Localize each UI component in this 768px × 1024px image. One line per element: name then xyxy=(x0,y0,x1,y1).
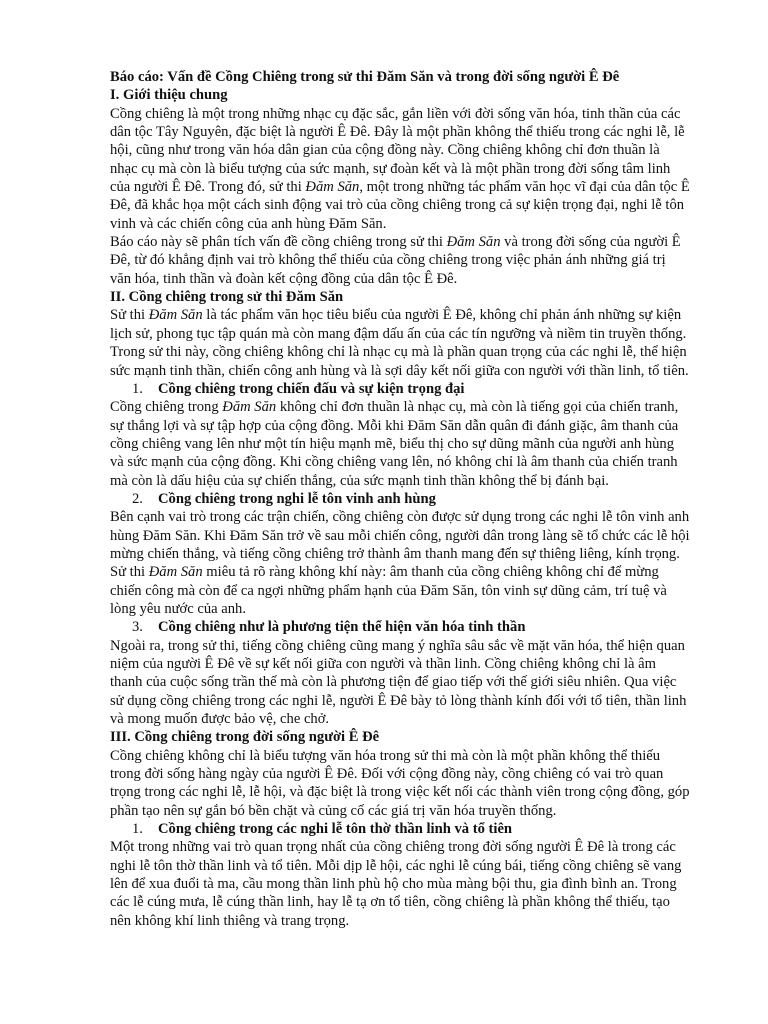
section2-paragraph-1 xyxy=(110,306,690,379)
section2-sub3-paragraph: Ngoài ra, trong sử thi, tiếng cồng chiêng cũng mang ý nghĩa sâu sắc về mặt văn hóa, thể hiện quan niệm của người Ê Đê về sự kết nối giữa con người và thần linh. Cồng chiêng không chỉ là âm thanh của cuộc sống trần thế mà còn là phương tiện để giao tiếp với thế giới siêu nhiên. Qua việc sử dụng cồng chiêng trong các nghi lễ, người Ê Đê bày tỏ lòng thành kính đối với tổ tiên, thần linh và mong muốn được bảo vệ, che chở. xyxy=(110,637,687,728)
italic-title: Đăm Săn xyxy=(305,179,360,196)
subheading-text: Cồng chiêng trong các nghi lễ tôn thờ thần linh và tổ tiên xyxy=(158,821,513,838)
italic-title: Đăm Săn xyxy=(148,307,203,324)
text-run: Cồng chiêng trong xyxy=(110,399,223,416)
italic-title: Đăm Săn xyxy=(222,399,277,416)
list-number: 2. xyxy=(132,490,143,507)
text-run: Báo cáo này sẽ phân tích vấn đề cồng chiêng trong sử thi xyxy=(110,234,447,251)
section2-sub1-paragraph xyxy=(110,398,690,490)
text-run: miêu tả rõ ràng không khí này: âm thanh của cồng chiêng không chỉ để mừng chiến công mà còn để ca ngợi những phẩm hạnh của Đăm Săn, tôn vinh sự dũng cảm, trí tuệ và lòng yêu nước của anh. xyxy=(110,564,667,617)
subheading-3-1 xyxy=(110,820,690,838)
section-heading-intro: I. Giới thiệu chung xyxy=(110,87,228,104)
text-run: Bên cạnh vai trò trong các trận chiến, cồng chiêng còn được sử dụng trong các nghi lễ tôn vinh anh hùng Đăm Săn. Khi Đăm Săn trở về sau mỗi chiến công, người dân trong làng sẽ tổ chức các lễ hội mừng chiến thắng, và tiếng cồng chiêng trở thành âm thanh mang đến sự thiêng liêng, kính trọng. Sử thi xyxy=(110,509,690,581)
text-run: không chỉ đơn thuần là nhạc cụ, mà còn là tiếng gọi của chiến tranh, sự thắng lợi và sự tập hợp của cộng đồng. Mỗi khi Đăm Săn dẫn quân đi đánh giặc, âm thanh của cồng chiêng vang lên như một tín hiệu mạnh mẽ, biểu thị cho sự dũng mãnh của người anh hùng và sức mạnh của cộng đồng. Khi cồng chiêng vang lên, nó không chỉ là âm thanh của chiến tranh mà còn là dấu hiệu của sự chiến thắng, của sức mạnh tinh thần không thể bị đánh bại. xyxy=(110,399,679,489)
text-run: và trong đời sống của người Ê Đê, từ đó khẳng định vai trò không thể thiếu của cồng chiêng trong việc phản ánh những giá trị văn hóa, tinh thần và đoàn kết cộng đồng của dân tộc Ê Đê. xyxy=(110,234,681,287)
italic-title: Đăm Săn xyxy=(148,564,203,581)
intro-paragraph-2 xyxy=(110,233,690,288)
section-heading-3: III. Cồng chiêng trong đời sống người Ê Đê xyxy=(110,729,380,746)
subheading-2-3 xyxy=(110,618,690,636)
text-run: , một trong những tác phẩm văn học vĩ đại của dân tộc Ê Đê, đã khắc họa một cách sinh động vai trò của cồng chiêng trong cả sự kiện trọng đại, nghi lễ tôn vinh và các chiến công của anh hùng Đăm Săn. xyxy=(110,179,690,232)
section3-sub1-paragraph: Một trong những vai trò quan trọng nhất của cồng chiêng trong đời sống người Ê Đê là trong các nghi lễ tôn thờ thần linh và tổ tiên. Mỗi dịp lễ hội, các nghi lễ cúng bái, tiếng cồng chiêng sẽ vang lên để xua đuổi tà ma, cầu mong thần linh phù hộ cho mùa màng bội thu, gia đình bình an. Trong các lễ cúng mưa, lễ cúng thần linh, hay lễ tạ ơn tổ tiên, cồng chiêng là phần không thể thiếu, tạo nên không khí linh thiêng và trang trọng. xyxy=(110,839,682,929)
subheading-text: Cồng chiêng trong chiến đấu và sự kiện trọng đại xyxy=(158,380,465,397)
section-heading-2: II. Cồng chiêng trong sử thi Đăm Săn xyxy=(110,289,344,306)
italic-title: Đăm Săn xyxy=(446,234,501,251)
text-run: là tác phẩm văn học tiêu biểu của người Ê Đê, không chỉ phản ánh những sự kiện lịch sử, phong tục tập quán mà còn mang đậm dấu ấn của các tín ngưỡng và niềm tin truyền thống. Trong sử thi này, cồng chiêng không chỉ là nhạc cụ mà là phần quan trọng của các nghi lễ, thể hiện sức mạnh tinh thần, chiến công anh hùng và là sợi dây kết nối giữa con người với thần linh, tổ tiên. xyxy=(110,307,689,379)
section3-paragraph-1: Cồng chiêng không chỉ là biểu tượng văn hóa trong sử thi mà còn là một phần không thể thiếu trong đời sống hàng ngày của người Ê Đê. Đối với cộng đồng này, cồng chiêng có vai trò quan trọng trong các nghi lễ, lễ hội, và đặc biệt là trong việc kết nối các thành viên trong cộng đồng, góp phần tạo nên sự gắn bó bền chặt và củng cố các giá trị văn hóa truyền thống. xyxy=(110,747,690,819)
list-number: 1. xyxy=(132,821,143,838)
subheading-text: Cồng chiêng như là phương tiện thể hiện văn hóa tinh thần xyxy=(158,619,526,636)
intro-paragraph-1 xyxy=(110,105,690,233)
text-run: Cồng chiêng là một trong những nhạc cụ đặc sắc, gắn liền với đời sống văn hóa, tinh thần của các dân tộc Tây Nguyên, đặc biệt là người Ê Đê. Đây là một phần không thể thiếu trong các nghi lễ, lễ hội, cũng như trong văn hóa dân gian của cộng đồng này. Cồng chiêng không chỉ đơn thuần là nhạc cụ mà còn là biểu tượng của sức mạnh, sự đoàn kết và là một phần trong đời sống tâm linh của người Ê Đê. Trong đó, sử thi xyxy=(110,105,685,196)
subheading-2-1 xyxy=(110,380,690,398)
text-run: Sử thi xyxy=(110,307,149,324)
list-number: 3. xyxy=(132,619,143,636)
subheading-2-2 xyxy=(110,490,690,508)
document-page xyxy=(110,68,690,930)
list-number: 1. xyxy=(132,380,143,397)
subheading-text: Cồng chiêng trong nghi lễ tôn vinh anh hùng xyxy=(158,490,436,507)
report-title: Báo cáo: Vấn đề Cồng Chiêng trong sử thi Đăm Săn và trong đời sống người Ê Đê xyxy=(110,69,620,85)
section2-sub2-paragraph xyxy=(110,508,690,618)
